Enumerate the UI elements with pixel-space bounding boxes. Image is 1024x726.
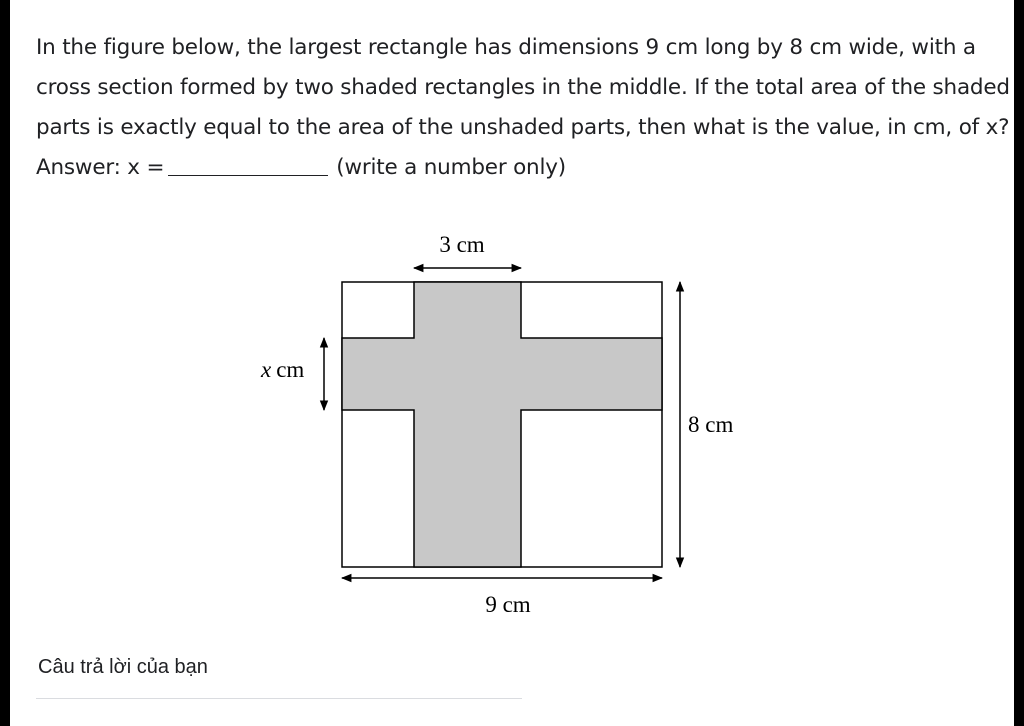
- left-dimension-label: [260, 357, 304, 382]
- right-dimension-label: 8 cm: [688, 412, 734, 437]
- question-prompt: In the figure below, the largest rectangle has dimensions 9 cm long by 8 cm wide, with a cross section formed by two shaded rectangles in the middle. If the total area of the shaded parts is exactly equal to the area of the unshaded parts, then what is the value, in cm, of x? Answer: x =: [36, 35, 1010, 180]
- question-instruction: (write a number only): [336, 155, 566, 180]
- answer-label: Câu trả lời của bạn: [38, 656, 208, 678]
- x-variable: x: [261, 357, 272, 382]
- answer-input[interactable]: [36, 686, 522, 699]
- top-dimension-label: 3 cm: [439, 232, 485, 257]
- bottom-dimension-label: 9 cm: [485, 592, 531, 617]
- cross-figure: [10, 0, 1014, 726]
- x-unit: cm: [276, 357, 305, 382]
- question-card: [10, 0, 1014, 726]
